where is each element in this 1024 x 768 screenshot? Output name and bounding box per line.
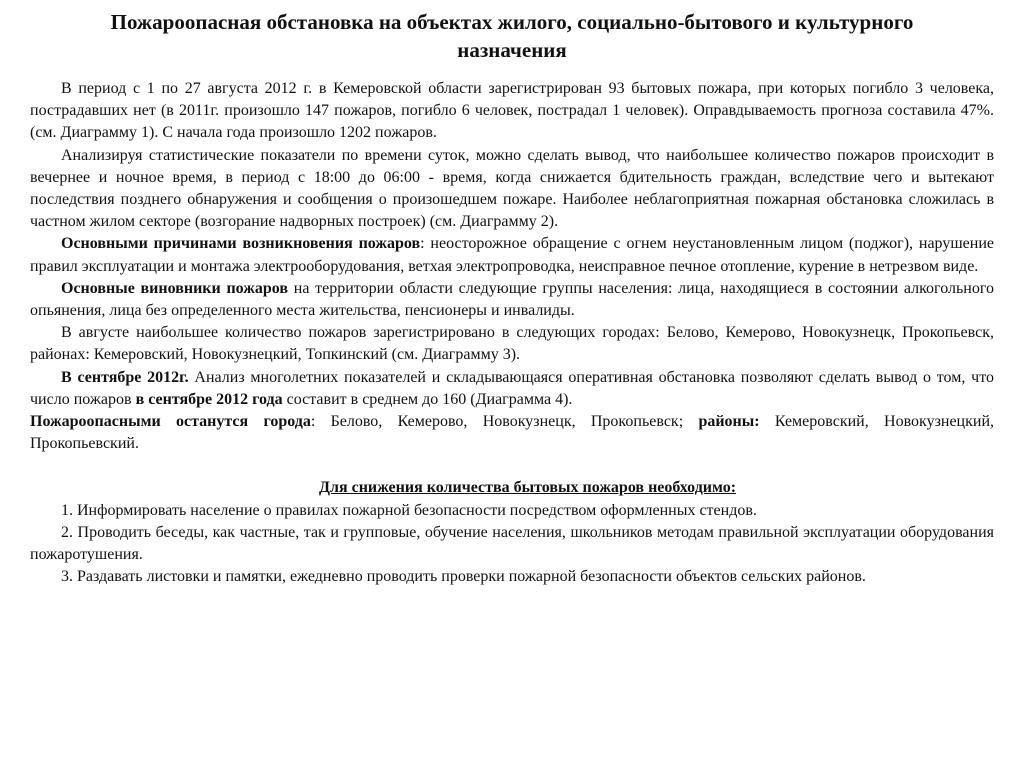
document-body [30,78,994,588]
september-2012-bold: в сентябре 2012 года [135,390,283,408]
fire-hazard-cities-text: : Белово, Кемерово, Новокузнецк, Прокопьевск; [310,413,699,431]
document-page [30,8,994,588]
fire-hazard-cities-heading: Пожароопасными останутся города [30,413,311,431]
paragraph-time-analysis: Анализируя статистические показатели по времени суток, можно сделать вывод, что наибольшее количество пожаров происходит в вечернее и ночное время, в период с 18:00 до 06:00 - время, когда снижается бдительность граждан, вследствие чего и вытекают последствия позднего обнаружения и сообщения о произошедшем пожаре. Наиболее неблагоприятная пожарная обстановка сложилась в частном жилом секторе (возгорание надворных построек) (см. Диаграмму 2). [30,146,994,231]
page-title: Пожароопасная обстановка на объектах жилого, социально-бытового и культурного назначения [110,10,914,62]
districts-heading: районы: [698,413,760,431]
fire-causes-heading: Основными причинами возникновения пожаров [61,235,421,253]
fire-culprits-heading: Основные виновники пожаров [61,279,289,297]
september-text-1: Анализ многолетних показателей и складывающаяся оперативная обстановка позволяют сделать вывод о том, что число пожаров [30,368,994,408]
paragraph-fire-culprits [30,278,994,322]
measure-item: 2. Проводить беседы, как частные, так и групповые, обучение населения, школьников методам правильной эксплуатации оборудования пожаротушения. [30,523,994,564]
section-spacer [30,455,994,477]
fire-causes-text: : неосторожное обращение с огнем неустановленным лицом (поджог), нарушение правил эксплуатации и монтажа электрооборудования, ветхая электропроводка, неисправное печное отопление, курение в нетрезвом виде. [30,235,994,275]
districts-text: Кемеровский, Новокузнецкий, Прокопьевский. [30,413,995,453]
measures-heading: Для снижения количества бытовых пожаров необходимо: [318,479,737,497]
paragraph-fire-statistics: В период с 1 по 27 августа 2012 г. в Кемеровской области зарегистрирован 93 бытовых пожара, при которых погибло 3 человека, пострадавших нет (в 2011г. произошло 147 пожаров, погибло 6 человек, пострадал 1 человек). Оправдываемость прогноза составила 47%. (см. Диаграмму 1). С начала года произошло 1202 пожаров. [30,80,994,142]
measure-item: 3. Раздавать листовки и памятки, ежедневно проводить проверки пожарной безопасности объектов сельских районов. [61,568,866,586]
fire-culprits-text: на территории области следующие группы населения: лица, находящиеся в состоянии алкогольного опьянения, лица без определенного места жительства, пенсионеры и инвалиды. [30,279,995,320]
paragraph-fire-hazard-cities [30,411,994,455]
measure-item: 1. Информировать население о правилах пожарной безопасности посредством оформленных стендов. [61,501,757,519]
paragraph-august-cities: В августе наибольшее количество пожаров зарегистрировано в следующих городах: Белово, Кемерово, Новокузнецк, Прокопьевск, районах: Кемеровский, Новокузнецкий, Топкинский (см. Диаграмму 3). [30,324,994,364]
paragraph-fire-causes [30,233,994,277]
september-heading: В сентябре 2012г. [61,368,189,386]
paragraph-september-forecast [30,367,994,411]
september-text-2: составит в среднем до 160 (Диаграмма 4). [282,390,573,408]
